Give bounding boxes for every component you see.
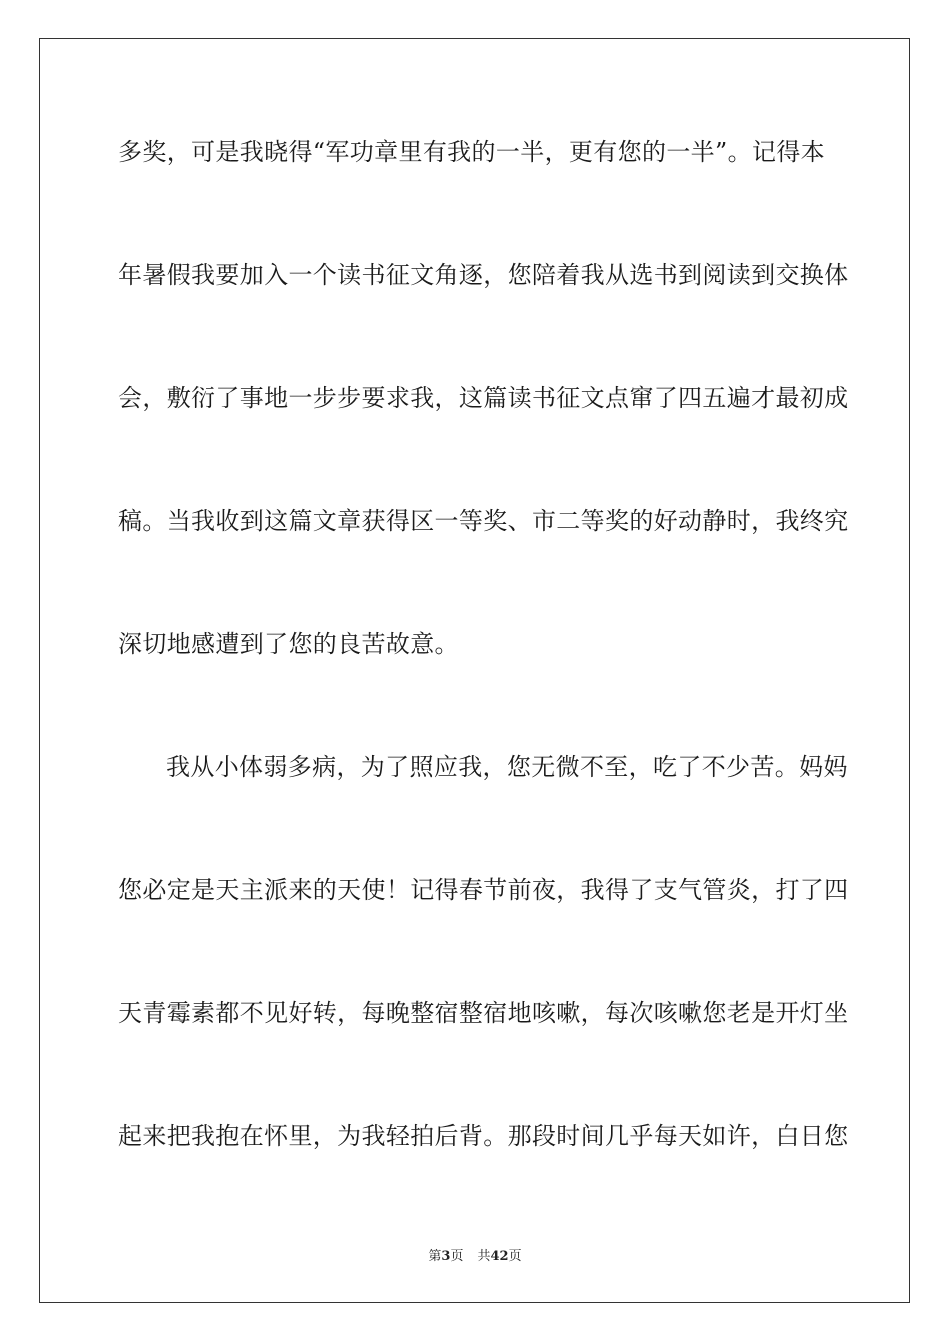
body-text-line: 年暑假我要加入一个读书征文角逐，您陪着我从选书到阅读到交换体 (118, 261, 849, 289)
body-text-line: 会，敷衍了事地一步步要求我，这篇读书征文点窜了四五遍才最初成 (118, 384, 849, 412)
body-text-line: 您必定是天主派来的天使！记得春节前夜，我得了支气管炎，打了四 (118, 876, 849, 904)
page-border (39, 38, 910, 1303)
body-text-line: 稿。当我收到这篇文章获得区一等奖、市二等奖的好动静时，我终究 (118, 507, 849, 535)
body-text-line: 多奖，可是我晓得“军功章里有我的一半，更有您的一半”。记得本 (118, 138, 826, 166)
page-label: 第3页 (428, 1249, 464, 1264)
total-pages: 42 (490, 1249, 509, 1264)
page-number: 3 (441, 1249, 451, 1264)
paragraph-first-line: 我从小体弱多病，为了照应我，您无微不至，吃了不少苦。妈妈 (166, 753, 848, 781)
body-text-line: 深切地感遭到了您的良苦故意。 (118, 630, 459, 658)
total-pages-label: 共42页 (477, 1249, 522, 1264)
body-text-line: 天青霉素都不见好转，每晚整宿整宿地咳嗽，每次咳嗽您老是开灯坐 (118, 999, 849, 1027)
body-text-line: 起来把我抱在怀里，为我轻拍后背。那段时间几乎每天如许，白日您 (118, 1122, 849, 1150)
page-footer (0, 1248, 950, 1266)
